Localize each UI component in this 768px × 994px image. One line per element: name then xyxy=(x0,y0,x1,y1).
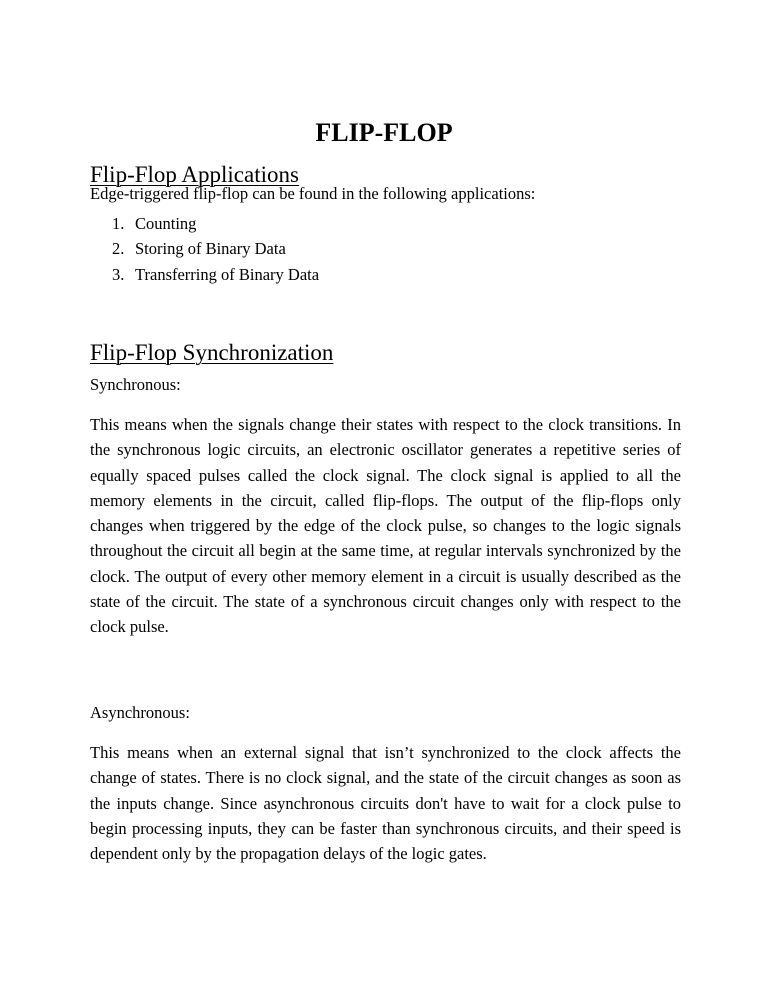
list-item xyxy=(112,236,319,261)
synchronous-label: Synchronous: xyxy=(90,375,181,394)
synchronous-body: This means when the signals change their states with respect to the clock transitions. In the synchronous logic circuits, an electronic oscillator generates a repetitive series of equally spaced pulses called the clock signal. The clock signal is applied to all the memory elements in the circuit, called flip-flops. The output of the flip-flops only changes when triggered by the edge of the clock pulse, so changes to the logic signals throughout the circuit all begin at the same time, at regular intervals synchronized by the clock. The output of every other memory element in a circuit is usually described as the state of the circuit. The state of a synchronous circuit changes only with respect to the clock pulse. xyxy=(90,415,681,637)
list-item-number: 2. xyxy=(112,239,125,259)
list-item-number: 3. xyxy=(112,264,125,284)
asynchronous-body: This means when an external signal that isn’t synchronized to the clock affects the change of states. There is no clock signal, and the state of the circuit changes as soon as the inputs change. Since asynchronous circuits don't have to wait for a clock pulse to begin processing inputs, they can be faster than synchronous circuits, and their speed is dependent only by the propagation delays of the logic gates. xyxy=(90,743,681,864)
page-title: FLIP-FLOP xyxy=(315,118,453,147)
section-heading-applications: Flip-Flop Applications xyxy=(90,162,299,187)
asynchronous-label: Asynchronous: xyxy=(90,703,190,722)
list-item-number: 1. xyxy=(112,214,125,233)
list-item-text: Storing of Binary Data xyxy=(135,239,286,259)
section-heading-synchronization: Flip-Flop Synchronization xyxy=(90,340,334,365)
applications-intro: Edge-triggered flip-flop can be found in the following applications: xyxy=(90,184,536,203)
list-item-text: Counting xyxy=(135,214,197,233)
list-item-text: Transferring of Binary Data xyxy=(135,264,320,284)
list-item xyxy=(112,262,319,287)
list-item xyxy=(112,211,319,236)
applications-list xyxy=(112,211,319,287)
